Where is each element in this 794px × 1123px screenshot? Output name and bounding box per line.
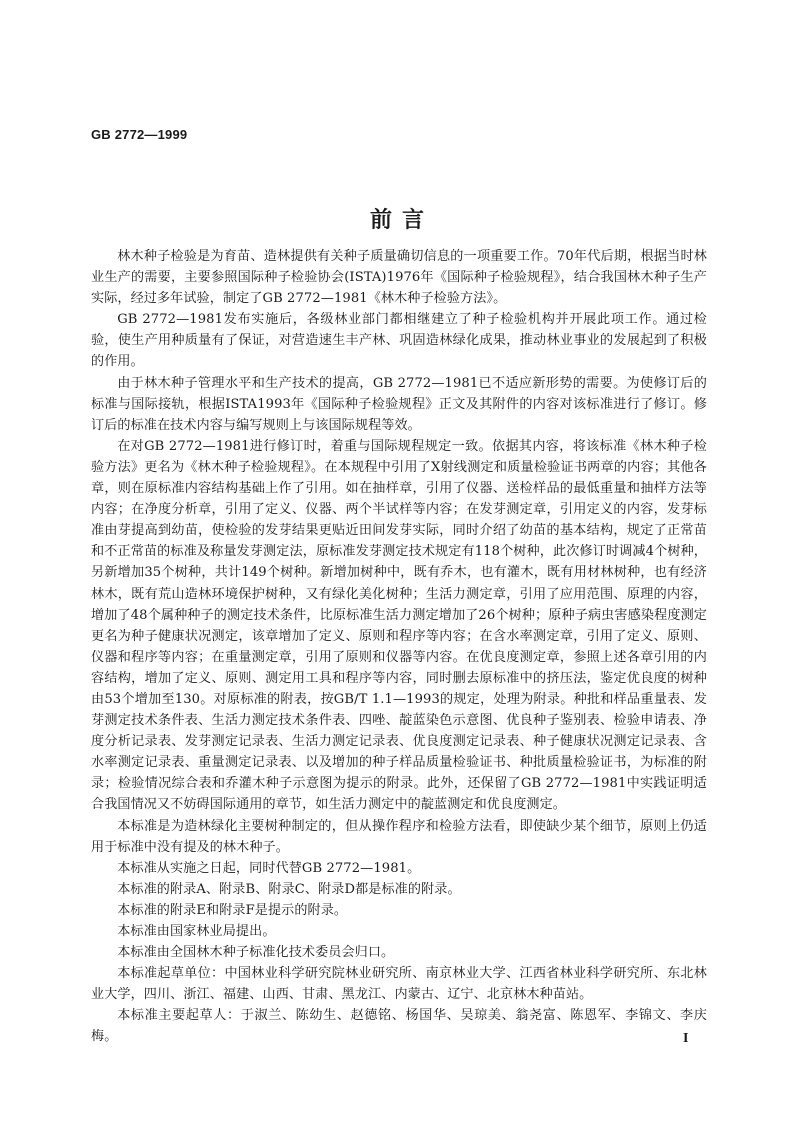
paragraph: 本标准主要起草人：于淑兰、陈幼生、赵德铭、杨国华、吴琼美、翁尧富、陈恩军、李锦文、李庆梅。 — [91, 1008, 707, 1045]
paragraph: 本标准的附录E和附录F是提示的附录。 — [117, 902, 348, 918]
paragraph: 在对GB 2772—1981进行修订时，着重与国际规程规定一致。依据其内容，将该标准《林木种子检验方法》更名为《林木种子检验规程》。在本规程中引用了X射线测定和质量检验证书两章的内容；其他各章，则在原标准内容结构基础上作了引用。如在抽样章，引用了仪器、送检样品的最低重量和抽样方法等内容；在净度分析章，引用了定义、仪器、两个半试样等内容；在发芽测定章，引用定义的内容，发芽标准由芽提高到幼苗，使检验的发芽结果更贴近田间发芽实际，同时介绍了幼苗的基本结构，规定了正常苗和不正常苗的标准及称量发芽测定法，原标准发芽测定技术规定有118个树种，此次修订时调减4个树种，另新增加35个树种，共计149个树种。新增加树种中，既有乔木，也有灌木，既有用材林树种，也有经济林木，既有荒山造林环境保护树种，又有绿化美化树种；生活力测定章，引用了应用范围、原理的内容，增加了48个属种种子的测定技术条件，比原标准生活力测定增加了26个树种；原种子病虫害感染程度测定更名为种子健康状况测定，该章增加了定义、原则和程序等内容；在含水率测定章，引用了定义、原则、仪器和程序等内容；在重量测定章，引用了原则和仪器等内容。在优良度测定章，参照上述各章引用的内容结构，增加了定义、原则、测定用工具和程序等内容，同时删去原标准中的挤压法，鉴定优良度的树种由53个增加至130。对原标准的附表，按GB/T 1.1—1993的规定，处理为附录。种批和样品重量表、发芽测定技术条件表、生活力测定技术条件表、四唑、靛蓝染色示意图、优良种子鉴别表、检验申请表、净度分析记录表、发芽测定记录表、生活力测定记录表、优良度测定记录表、种子健康状况测定记录表、含水率测定记录表、重量测定记录表、以及增加的种子样品质量检验证书、种批质量检验证书，为标准的附录；检验情况综合表和乔灌木种子示意图为提示的附录。此外，还保留了GB 2772—1981中实践证明适合我国情况又不妨碍国际通用的章节，如生活力测定中的靛蓝测定和优良度测定。 — [91, 438, 707, 813]
paragraph: 本标准是为造林绿化主要树种制定的，但从操作程序和检验方法看，即使缺少某个细节，原则上仍适用于标准中没有提及的林木种子。 — [91, 818, 707, 855]
paragraph: 本标准从实施之日起，同时代替GB 2772—1981。 — [117, 860, 421, 876]
paragraph: 本标准由国家林业局提出。 — [117, 924, 276, 939]
title-char-1: 前 — [369, 208, 392, 233]
page-title — [0, 203, 794, 234]
title-char-2: 言 — [401, 208, 424, 233]
foreword-body — [91, 246, 707, 1048]
paragraph: 本标准的附录A、附录B、附录C、附录D都是标准的附录。 — [117, 881, 461, 897]
paragraph: GB 2772—1981发布实施后，各级林业部门都相继建立了种子检验机构并开展此项工作。通过检验，使生产用种质量有了保证，对营造速生丰产林、巩固造林绿化成果，推动林业事业的发展起到了积极的作用。 — [91, 312, 707, 370]
standard-code: GB 2772—1999 — [91, 127, 188, 142]
page-number: I — [683, 1031, 689, 1046]
paragraph: 本标准由全国林木种子标准化技术委员会归口。 — [117, 945, 395, 961]
paragraph: 林木种子检验是为育苗、造林提供有关种子质量确切信息的一项重要工作。70年代后期，根据当时林业生产的需要，主要参照国际种子检验协会(ISTA)1976年《国际种子检验规程》，结合我国林木种子生产实际，经过多年试验，制定了GB 2772—1981《林木种子检验方法》。 — [91, 249, 707, 307]
paragraph: 由于林木种子管理水平和生产技术的提高，GB 2772—1981已不适应新形势的需要。为使修订后的标准与国际接轨，根据ISTA1993年《国际种子检验规程》正文及其附件的内容对该标准进行了修订。修订后的标准在技术内容与编写规则上与该国际规程等效。 — [91, 375, 707, 433]
paragraph: 本标准起草单位：中国林业科学研究院林业研究所、南京林业大学、江西省林业科学研究所、东北林业大学，四川、浙江、福建、山西、甘肃、黑龙江、内蒙古、辽宁、北京林木种苗站。 — [91, 966, 707, 1003]
